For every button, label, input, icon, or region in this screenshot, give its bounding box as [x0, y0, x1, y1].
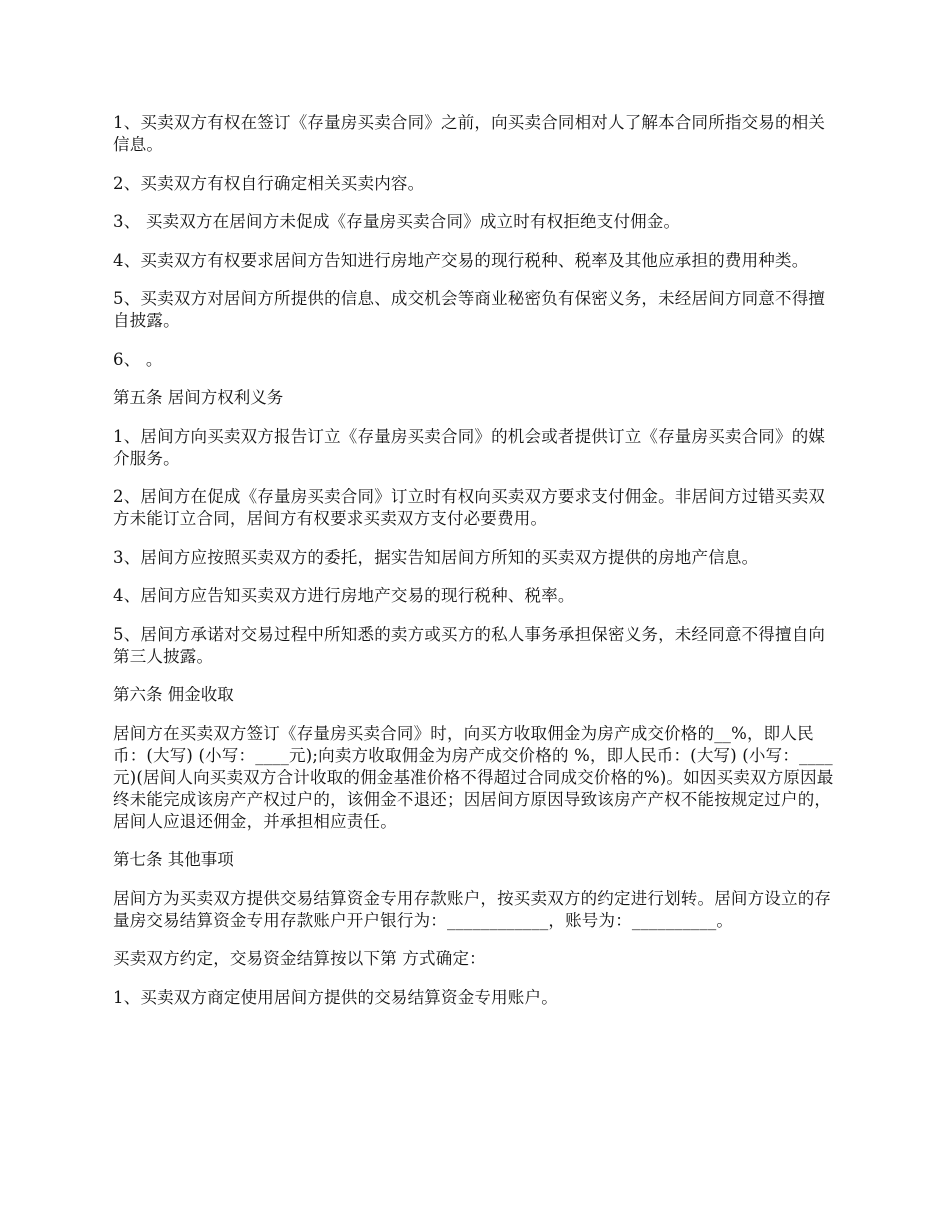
paragraph-buyer-seller-right-1: 1、买卖双方有权在签订《存量房买卖合同》之前，向买卖合同相对人了解本合同所指交易的相关信息。 — [113, 113, 826, 154]
paragraph-buyer-seller-right-3: 3、 买卖双方在居间方未促成《存量房买卖合同》成立时有权拒绝支付佣金。 — [113, 212, 681, 231]
paragraph-buyer-seller-right-6: 6、 。 — [113, 349, 163, 369]
paragraph-buyer-seller-right-4: 4、买卖双方有权要求居间方告知进行房地产交易的现行税种、税率及其他应承担的费用种类。 — [113, 250, 809, 270]
paragraph-commission: 居间方在买卖双方签订《存量房买卖合同》时，向买方收取佣金为房产成交价格的__%，即人民币：(大写) (小写：____元);向卖方收取佣金为房产成交价格的 %，即人民币：(大写) (小写：____元)(居间人向买卖双方合计收取的佣金基准价格不得超过合同成交价格的%)。如因买卖双方原因最终未能完成该房产产权过户的，该佣金不退还；因居间方原因导致该房产产权不能按规定过户的，居间人应退还佣金，并承担相应责任。 — [113, 723, 834, 831]
paragraph-intermediary-right-5: 5、居间方承诺对交易过程中所知悉的卖方或买方的私人事务承担保密义务，未经同意不得擅自向第三人披露。 — [113, 624, 826, 666]
paragraph-escrow-account: 居间方为买卖双方提供交易结算资金专用存款账户，按买卖双方的约定进行划转。居间方设立的存量房交易结算资金专用存款账户开户银行为：____________，账号为：__________。 — [113, 888, 832, 930]
paragraph-settlement-option-1: 1、买卖双方商定使用居间方提供的交易结算资金专用账户。 — [113, 987, 558, 1007]
document-body — [113, 112, 837, 1025]
paragraph-buyer-seller-right-2: 2、买卖双方有权自行确定相关买卖内容。 — [113, 173, 425, 193]
paragraph-settlement-method: 买卖双方约定，交易资金结算按以下第 方式确定： — [113, 949, 486, 968]
section-heading-article-5: 第五条 居间方权利义务 — [113, 388, 284, 407]
paragraph-buyer-seller-right-5: 5、买卖双方对居间方所提供的信息、成交机会等商业秘密负有保密义务，未经居间方同意不得擅自披露。 — [113, 289, 826, 330]
section-heading-article-6: 第六条 佣金收取 — [113, 685, 234, 704]
paragraph-intermediary-right-2: 2、居间方在促成《存量房买卖合同》订立时有权向买卖双方要求支付佣金。非居间方过错买卖双方未能订立合同，居间方有权要求买卖双方支付必要费用。 — [113, 487, 826, 528]
paragraph-intermediary-right-4: 4、居间方应告知买卖双方进行房地产交易的现行税种、税率。 — [113, 586, 575, 605]
section-heading-article-7: 第七条 其他事项 — [113, 850, 234, 869]
paragraph-intermediary-right-1: 1、居间方向买卖双方报告订立《存量房买卖合同》的机会或者提供订立《存量房买卖合同》的媒介服务。 — [113, 426, 826, 468]
paragraph-intermediary-right-3: 3、居间方应按照买卖双方的委托，据实告知居间方所知的买卖双方提供的房地产信息。 — [113, 547, 759, 567]
